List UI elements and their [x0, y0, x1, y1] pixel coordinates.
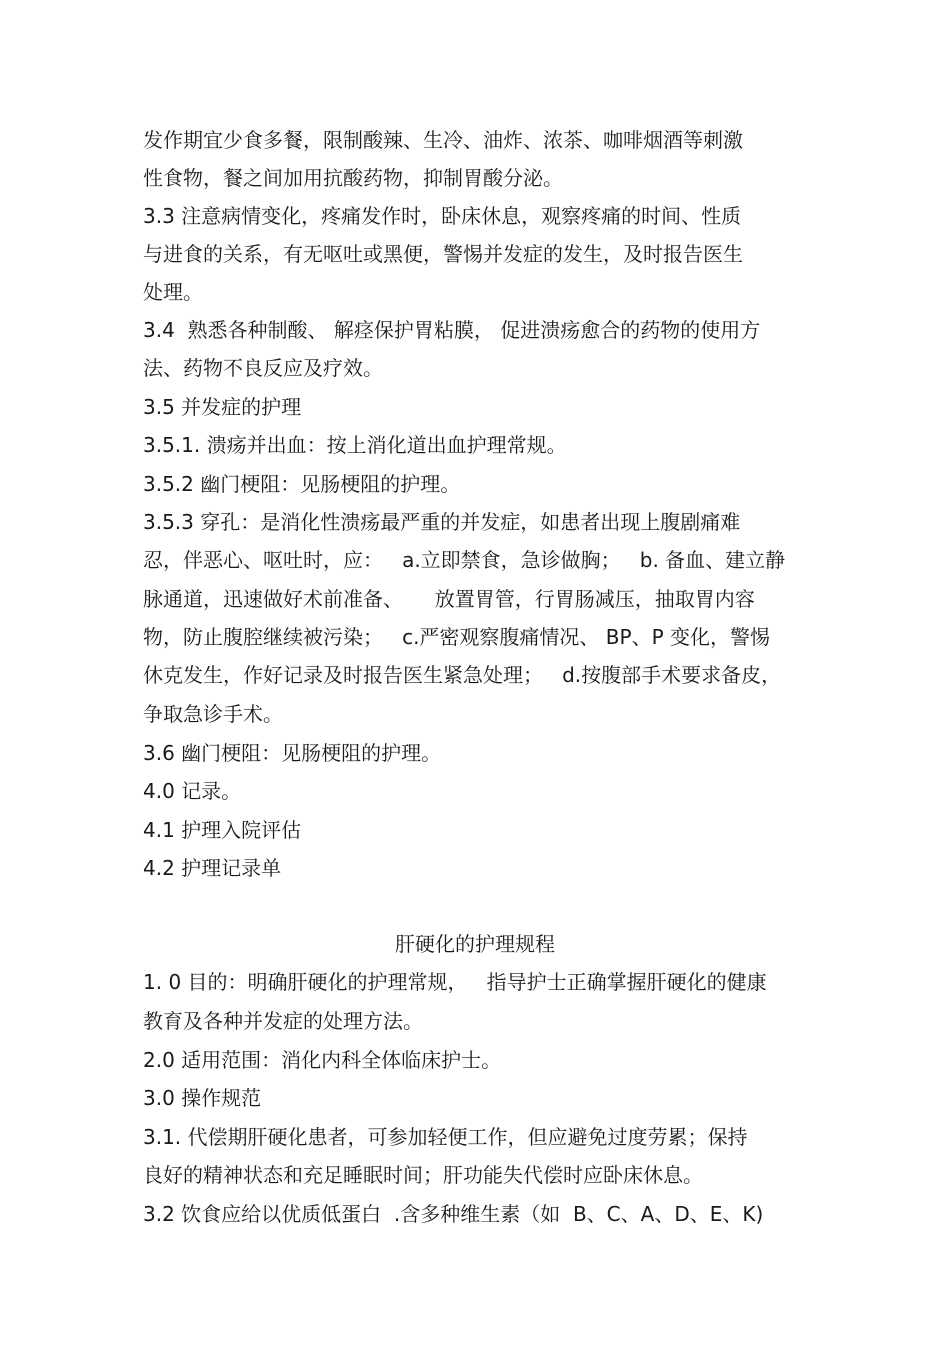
text-line: 3.0 操作规范 — [143, 1086, 262, 1110]
text-line: 发作期宜少食多餐，限制酸辣、生冷、油炸、浓茶、咖啡烟酒等刺激 — [143, 128, 743, 152]
text-line: 法、药物不良反应及疗效。 — [143, 356, 383, 380]
text-line: 3.6 幽门梗阻：见肠梗阻的护理。 — [143, 741, 442, 765]
text-line: 4.2 护理记录单 — [143, 856, 282, 880]
text-line: 3.5.1. 溃疡并出血：按上消化道出血护理常规。 — [143, 433, 567, 457]
text-line: 3.2 饮食应给以优质低蛋白 .含多种维生素（如 B、C、A、D、E、K) — [143, 1202, 764, 1226]
text-line: 处理。 — [143, 280, 203, 304]
text-line: 4.1 护理入院评估 — [143, 818, 302, 842]
text-line: 忍，伴恶心、呕吐时，应： a.立即禁食，急诊做胸； b. 备血、建立静 — [143, 548, 786, 572]
text-line: 休克发生，作好记录及时报告医生紧急处理； d.按腹部手术要求备皮， — [143, 663, 782, 687]
text-line: 3.5 并发症的护理 — [143, 395, 302, 419]
section-title: 肝硬化的护理规程 — [395, 932, 555, 956]
text-line: 脉通道，迅速做好术前准备、 放置胃管，行胃肠减压，抽取胃内容 — [143, 587, 755, 611]
text-line: 3.5.3 穿孔：是消化性溃疡最严重的并发症，如患者出现上腹剧痛难 — [143, 510, 741, 534]
text-line: 2.0 适用范围：消化内科全体临床护士。 — [143, 1048, 502, 1072]
text-line: 3.1. 代偿期肝硬化患者，可参加轻便工作，但应避免过度劳累；保持 — [143, 1125, 748, 1149]
text-line: 良好的精神状态和充足睡眠时间；肝功能失代偿时应卧床休息。 — [143, 1163, 703, 1187]
text-line: 争取急诊手术。 — [143, 702, 283, 726]
text-line: 4.0 记录。 — [143, 779, 242, 803]
text-line: 3.5.2 幽门梗阻：见肠梗阻的护理。 — [143, 472, 461, 496]
text-line: 性食物，餐之间加用抗酸药物，抑制胃酸分泌。 — [143, 166, 563, 190]
text-line: 3.3 注意病情变化，疼痛发作时，卧床休息，观察疼痛的时间、性质 — [143, 204, 742, 228]
text-line: 与进食的关系，有无呕吐或黑便，警惕并发症的发生，及时报告医生 — [143, 242, 743, 266]
text-line: 1. 0 目的：明确肝硬化的护理常规， 指导护士正确掌握肝硬化的健康 — [143, 970, 767, 994]
text-line: 教育及各种并发症的处理方法。 — [143, 1009, 423, 1033]
text-line: 3.4 熟悉各种制酸、 解痉保护胃粘膜， 促进溃疡愈合的药物的使用方 — [143, 318, 761, 342]
text-line: 物，防止腹腔继续被污染； c.严密观察腹痛情况、 BP、P 变化，警惕 — [143, 625, 770, 649]
